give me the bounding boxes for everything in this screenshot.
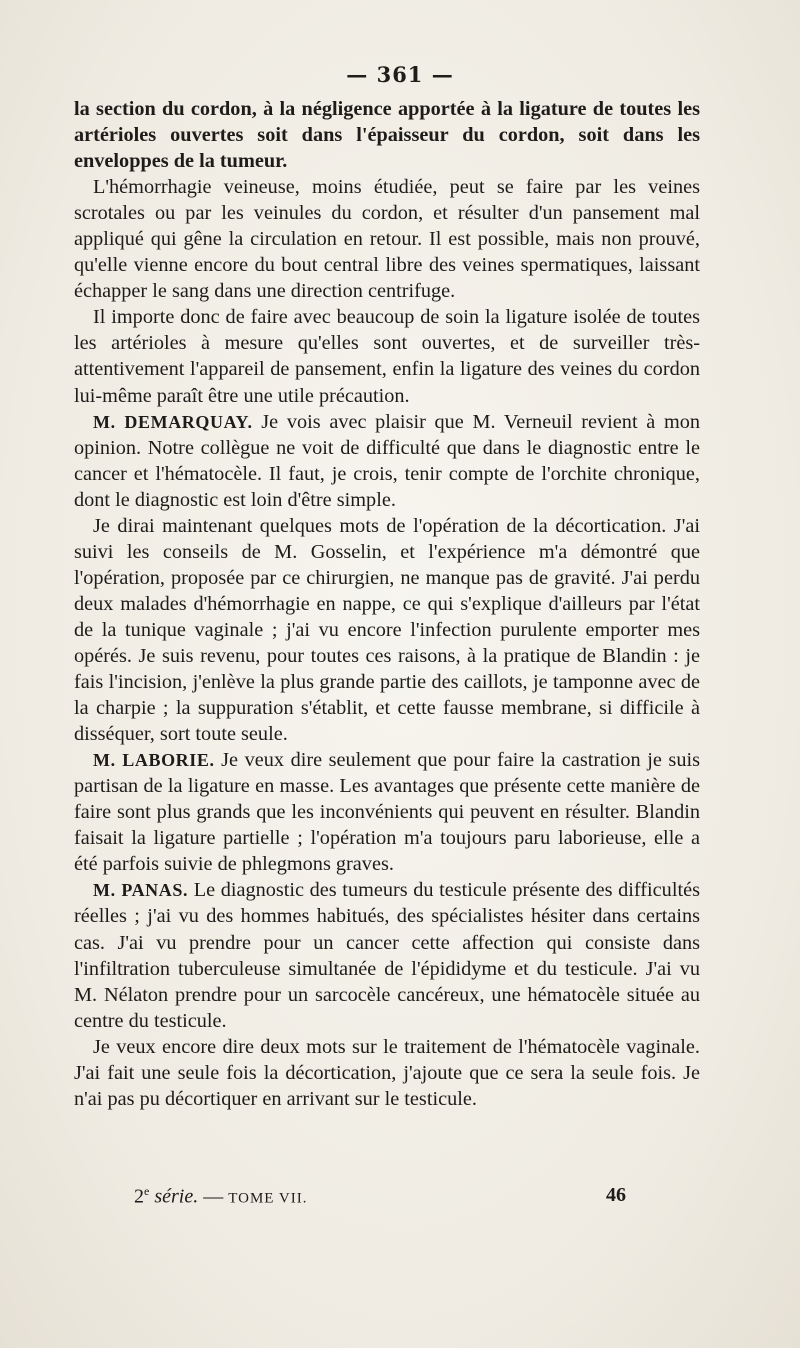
paragraph: L'hémorrhagie veineuse, moins étudiée, peut se faire par les veines scrotales ou par les veinules du cordon, et résulter d'un pansement mal appliqué qui gêne la circulation en retour. Il est possible, mais non prouvé, qu'elle vienne encore du bout central libre des veines spermatiques, laissant échapper le sang dans une direction centrifuge.: [74, 176, 700, 303]
paragraph-laborie: M. LABORIE. Je veux dire seulement que pour faire la castration je suis partisan de la ligature en masse. Les avantages que présente cette manière de faire sont plus grands que les inconvénients qui peuvent en résulter. Blandin faisait la ligature partielle ; l'opération m'a toujours paru laborieuse, elle a été parfois suivie de phlegmons graves.: [74, 749, 700, 876]
paragraph-panas: M. PANAS. Le diagnostic des tumeurs du testicule présente des difficultés réelles ; j'ai vu des hommes habitués, des spécialistes hésiter dans certains cas. J'ai vu prendre pour un cancer cette affection qui consiste dans l'infiltration tuberculeuse simultanée de l'épididyme et du testicule. J'ai vu M. Nélaton prendre pour un sarcocèle cancéreux, une hématocèle située au centre du testicule.: [74, 879, 700, 1032]
paragraph: Je dirai maintenant quelques mots de l'opération de la décortication. J'ai suivi les conseils de M. Gosselin, et l'expérience m'a démontré que l'opération, proposée par ce chirurgien, ne manque pas de gravité. J'ai perdu deux malades d'hémorrhagie en nappe, ce qui s'explique d'ailleurs par l'état de la tunique vaginale ; j'ai vu encore l'infection purulente emporter mes opérés. Je suis revenu, pour toutes ces raisons, à la pratique de Blandin : je fais l'incision, j'enlève la plus grande partie des caillots, je tamponne avec de la charpie ; la suppuration s'établit, et cette fausse membrane, si difficile à disséquer, sort toute seule.: [74, 514, 700, 746]
series-volume: 2e série. — TOME VII.: [134, 1184, 308, 1208]
page-number: — 361 —: [346, 62, 454, 87]
paragraph-demarquay: M. DEMARQUAY. Je vois avec plaisir que M. Verneuil revient à mon opinion. Notre collègue ne voit de difficulté que dans le diagnostic entre le cancer et l'hématocèle. Il faut, je crois, tenir compte de l'orchite chronique, dont le diagnostic est loin d'être simple.: [74, 410, 700, 511]
body-text: [74, 96, 700, 1112]
paragraph: Il importe donc de faire avec beaucoup de soin la ligature isolée de toutes les artérioles à mesure qu'elles sont ouvertes, et de surveiller très-attentivement l'appareil de pansement, enfin la ligature des veines du cordon lui-même paraît être une utile précaution.: [74, 306, 700, 407]
speaker-name: M. PANAS.: [93, 880, 189, 901]
paragraph: Je veux encore dire deux mots sur le traitement de l'hématocèle vaginale. J'ai fait une seule fois la décortication, j'ajoute que ce sera la seule fois. Je n'ai pas pu décortiquer en arrivant sur le testicule.: [74, 1035, 700, 1110]
paragraph-continuation: la section du cordon, à la négligence apportée à la ligature de toutes les artérioles ouvertes soit dans l'épaisseur du cordon, soit dans les enveloppes de la tumeur.: [74, 98, 700, 173]
speaker-name: M. DEMARQUAY.: [93, 411, 253, 432]
speaker-name: M. LABORIE.: [93, 750, 215, 771]
signature-mark: 46: [606, 1184, 626, 1206]
